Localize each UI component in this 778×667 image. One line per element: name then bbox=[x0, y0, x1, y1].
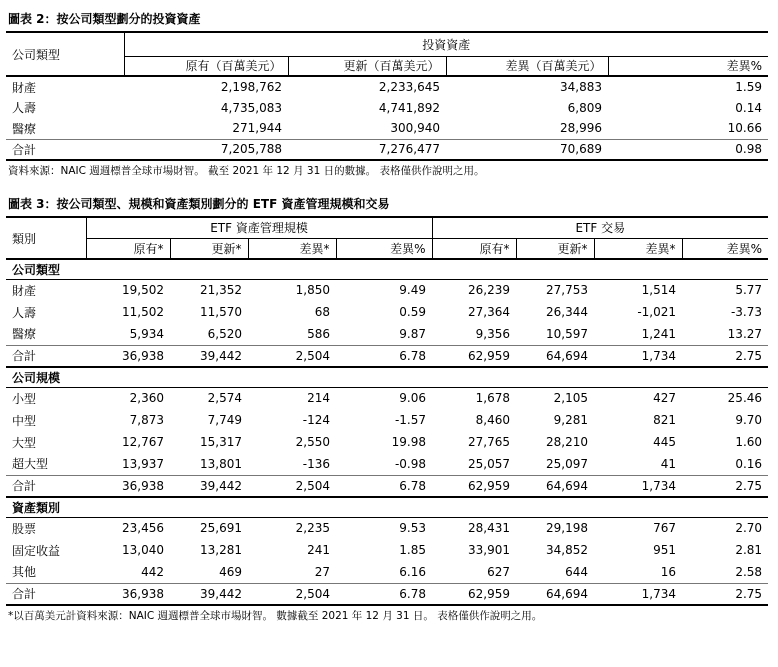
col-category: 類別 bbox=[6, 218, 86, 259]
cell: 13,040 bbox=[122, 543, 164, 557]
cell: 2,233,645 bbox=[378, 80, 440, 94]
cell: 27,765 bbox=[468, 435, 511, 449]
cell: 2,105 bbox=[553, 391, 589, 406]
cell: 644 bbox=[565, 564, 589, 579]
cell: 26,344 bbox=[546, 305, 589, 319]
table-row bbox=[6, 561, 768, 583]
cell: 1.60 bbox=[735, 435, 763, 449]
cell: 5.77 bbox=[735, 283, 763, 298]
cell: -3.73 bbox=[730, 305, 763, 319]
cell: 70,689 bbox=[446, 139, 608, 160]
row-label: 財產 bbox=[12, 283, 37, 298]
table-row bbox=[6, 279, 768, 301]
cell: 39,442 bbox=[170, 583, 248, 605]
exhibit-2-source-note: 資料來源：NAIC 週週標普全球市場財智。 截至 2021 年 12 月 31 日的數據。 表格僅供作說明之用。 bbox=[8, 165, 485, 177]
cell: 2.70 bbox=[735, 521, 763, 536]
cell: 1,734 bbox=[594, 345, 682, 367]
table-row bbox=[6, 431, 768, 453]
cell: 469 bbox=[219, 564, 242, 579]
cell: 15,317 bbox=[200, 435, 242, 449]
cell: 36,938 bbox=[86, 475, 170, 497]
cell: 951 bbox=[653, 543, 677, 557]
cell: 10.66 bbox=[727, 121, 763, 136]
row-label: 醫療 bbox=[12, 121, 37, 136]
cell: 9.87 bbox=[399, 326, 427, 341]
table-row bbox=[6, 301, 768, 323]
exhibit-3-title: 圖表 3：按公司類型、規模和資產類別劃分的 ETF 資產管理規模和交易 bbox=[6, 193, 768, 218]
row-label: 合計 bbox=[6, 475, 86, 497]
cell: 9.53 bbox=[399, 521, 427, 536]
cell: 19,502 bbox=[122, 283, 164, 298]
cell: 25,691 bbox=[200, 521, 242, 536]
row-label: 合計 bbox=[6, 583, 86, 605]
col-group-investment-assets: 投資資產 bbox=[124, 33, 768, 56]
row-label: 醫療 bbox=[12, 327, 37, 342]
cell: 6.16 bbox=[399, 564, 427, 579]
cell: 6.78 bbox=[336, 475, 432, 497]
section-heading: 公司規模 bbox=[6, 367, 768, 387]
cell: 241 bbox=[307, 543, 330, 557]
section-heading: 資產類別 bbox=[6, 497, 768, 517]
cell: 2,504 bbox=[248, 583, 336, 605]
cell: 6.78 bbox=[336, 583, 432, 605]
cell: 64,694 bbox=[516, 583, 594, 605]
cell: 2,504 bbox=[248, 345, 336, 367]
cell: 27,753 bbox=[546, 283, 589, 298]
cell: 11,570 bbox=[200, 305, 242, 319]
cell: 36,938 bbox=[86, 583, 170, 605]
col-header: 更新（百萬美元） bbox=[288, 56, 446, 76]
cell: 64,694 bbox=[516, 475, 594, 497]
cell: 767 bbox=[653, 521, 677, 536]
table-row-total bbox=[6, 475, 768, 497]
row-label: 合計 bbox=[6, 139, 124, 160]
cell: 445 bbox=[653, 435, 677, 449]
cell: 68 bbox=[314, 305, 330, 319]
cell: 9.70 bbox=[735, 413, 763, 427]
cell: 13,801 bbox=[200, 456, 242, 471]
cell: 10,597 bbox=[546, 326, 589, 341]
table-row bbox=[6, 539, 768, 561]
cell: 25,057 bbox=[468, 456, 511, 471]
cell: 271,944 bbox=[232, 121, 282, 136]
cell: 34,883 bbox=[560, 80, 602, 94]
cell: 25,097 bbox=[546, 456, 589, 471]
table-row bbox=[6, 409, 768, 431]
cell: 2,574 bbox=[207, 391, 242, 406]
cell: 27,364 bbox=[468, 305, 511, 319]
cell: 1,514 bbox=[641, 283, 677, 298]
cell: 0.16 bbox=[735, 456, 763, 471]
cell: 6,520 bbox=[207, 326, 242, 341]
cell: 26,239 bbox=[468, 283, 511, 298]
exhibit-2-table bbox=[6, 33, 768, 161]
cell: -0.98 bbox=[394, 456, 427, 471]
cell: 39,442 bbox=[170, 475, 248, 497]
cell: 214 bbox=[307, 391, 330, 406]
row-label: 財產 bbox=[12, 80, 37, 95]
cell: 7,205,788 bbox=[124, 139, 288, 160]
cell: 9.06 bbox=[399, 391, 427, 406]
cell: -124 bbox=[302, 413, 330, 427]
cell: 62,959 bbox=[432, 583, 516, 605]
cell: 1.59 bbox=[735, 80, 763, 94]
cell: 1,734 bbox=[594, 475, 682, 497]
section-heading-row bbox=[6, 497, 768, 517]
table-row bbox=[6, 323, 768, 345]
cell: 21,352 bbox=[200, 283, 242, 298]
row-label: 中型 bbox=[12, 413, 37, 428]
cell: 2.81 bbox=[735, 543, 763, 557]
cell: 0.98 bbox=[608, 139, 768, 160]
cell: 586 bbox=[307, 326, 330, 341]
cell: 1,241 bbox=[641, 326, 677, 341]
exhibit-3-table bbox=[6, 218, 768, 606]
section-heading-row bbox=[6, 259, 768, 279]
table-row-total bbox=[6, 139, 768, 160]
cell: 28,996 bbox=[560, 121, 602, 136]
table-row-total bbox=[6, 583, 768, 605]
row-label: 超大型 bbox=[12, 457, 49, 472]
cell: 34,852 bbox=[546, 543, 589, 557]
cell: 9,356 bbox=[475, 326, 511, 341]
col-header: 差異（百萬美元） bbox=[446, 56, 608, 76]
table-row bbox=[6, 453, 768, 475]
cell: 12,767 bbox=[122, 435, 164, 449]
cell: 2.75 bbox=[682, 345, 768, 367]
col-header: 原有* bbox=[86, 238, 170, 259]
cell: 6,809 bbox=[567, 100, 602, 115]
cell: -1.57 bbox=[394, 413, 427, 427]
cell: 6.78 bbox=[336, 345, 432, 367]
cell: 13,281 bbox=[200, 543, 242, 557]
col-header: 原有（百萬美元） bbox=[124, 56, 288, 76]
row-label: 合計 bbox=[6, 345, 86, 367]
cell: 28,210 bbox=[546, 435, 589, 449]
row-label: 大型 bbox=[12, 435, 37, 450]
col-group-etf-trading: ETF 交易 bbox=[432, 218, 768, 238]
cell: 2.58 bbox=[735, 564, 763, 579]
cell: 16 bbox=[660, 564, 677, 579]
col-header: 差異% bbox=[608, 56, 768, 76]
report bbox=[6, 0, 768, 624]
cell: -136 bbox=[302, 456, 330, 471]
cell: 13,937 bbox=[122, 456, 164, 471]
cell: 2.75 bbox=[682, 475, 768, 497]
row-label: 其他 bbox=[12, 565, 37, 580]
cell: 0.59 bbox=[399, 305, 427, 319]
exhibit-2-title: 圖表 2：按公司類型劃分的投資資產 bbox=[6, 8, 768, 33]
exhibit-3-source-note: *以百萬美元計資料來源：NAIC 週週標普全球市場財智。 數據截至 2021 年 12 月 31 日。 表格僅供作說明之用。 bbox=[8, 610, 543, 622]
cell: 1,850 bbox=[295, 283, 330, 298]
col-header: 更新* bbox=[516, 238, 594, 259]
col-header: 原有* bbox=[432, 238, 516, 259]
cell: 8,460 bbox=[475, 413, 511, 427]
cell: 2.75 bbox=[682, 583, 768, 605]
row-label: 小型 bbox=[12, 391, 37, 406]
col-header: 差異% bbox=[682, 238, 768, 259]
cell: 7,873 bbox=[129, 413, 164, 427]
cell: 7,749 bbox=[207, 413, 242, 427]
cell: 64,694 bbox=[516, 345, 594, 367]
table-row bbox=[6, 118, 768, 139]
cell: 0.14 bbox=[735, 100, 763, 115]
cell: 5,934 bbox=[129, 326, 164, 341]
cell: 13.27 bbox=[727, 326, 763, 341]
row-label: 股票 bbox=[12, 521, 37, 536]
cell: 39,442 bbox=[170, 345, 248, 367]
cell: 11,502 bbox=[122, 305, 164, 319]
col-header: 差異* bbox=[594, 238, 682, 259]
cell: 33,901 bbox=[468, 543, 511, 557]
section-heading: 公司類型 bbox=[6, 259, 768, 279]
cell: 2,198,762 bbox=[220, 80, 282, 94]
cell: 4,735,083 bbox=[220, 100, 282, 115]
col-header: 差異% bbox=[336, 238, 432, 259]
cell: 23,456 bbox=[122, 521, 164, 536]
cell: 29,198 bbox=[546, 521, 589, 536]
row-label: 人壽 bbox=[12, 101, 37, 115]
cell: 27 bbox=[314, 564, 330, 579]
cell: 41 bbox=[660, 456, 677, 471]
cell: 4,741,892 bbox=[378, 100, 440, 115]
cell: 25.46 bbox=[727, 391, 763, 406]
cell: 821 bbox=[653, 413, 677, 427]
cell: 9.49 bbox=[399, 283, 427, 298]
table-row-total bbox=[6, 345, 768, 367]
cell: 2,550 bbox=[295, 435, 330, 449]
cell: 1,678 bbox=[475, 391, 511, 406]
cell: 28,431 bbox=[468, 521, 511, 536]
col-group-etf-aum: ETF 資產管理規模 bbox=[86, 218, 432, 238]
cell: 627 bbox=[487, 564, 511, 579]
cell: 427 bbox=[653, 391, 677, 406]
cell: -1,021 bbox=[637, 305, 677, 319]
cell: 300,940 bbox=[390, 121, 440, 136]
cell: 19.98 bbox=[391, 435, 427, 449]
cell: 7,276,477 bbox=[288, 139, 446, 160]
cell: 62,959 bbox=[432, 345, 516, 367]
row-label: 人壽 bbox=[12, 305, 37, 320]
table-row bbox=[6, 387, 768, 409]
cell: 36,938 bbox=[86, 345, 170, 367]
table-row bbox=[6, 76, 768, 97]
cell: 2,504 bbox=[248, 475, 336, 497]
table-row bbox=[6, 97, 768, 118]
cell: 9,281 bbox=[553, 413, 589, 427]
col-company-type: 公司類型 bbox=[6, 33, 124, 76]
row-label: 固定收益 bbox=[12, 543, 61, 558]
cell: 1.85 bbox=[399, 543, 427, 557]
col-header: 更新* bbox=[170, 238, 248, 259]
cell: 442 bbox=[141, 564, 164, 579]
section-heading-row bbox=[6, 367, 768, 387]
cell: 2,235 bbox=[295, 521, 330, 536]
col-header: 差異* bbox=[248, 238, 336, 259]
table-row bbox=[6, 517, 768, 539]
cell: 1,734 bbox=[594, 583, 682, 605]
cell: 2,360 bbox=[129, 391, 164, 406]
cell: 62,959 bbox=[432, 475, 516, 497]
